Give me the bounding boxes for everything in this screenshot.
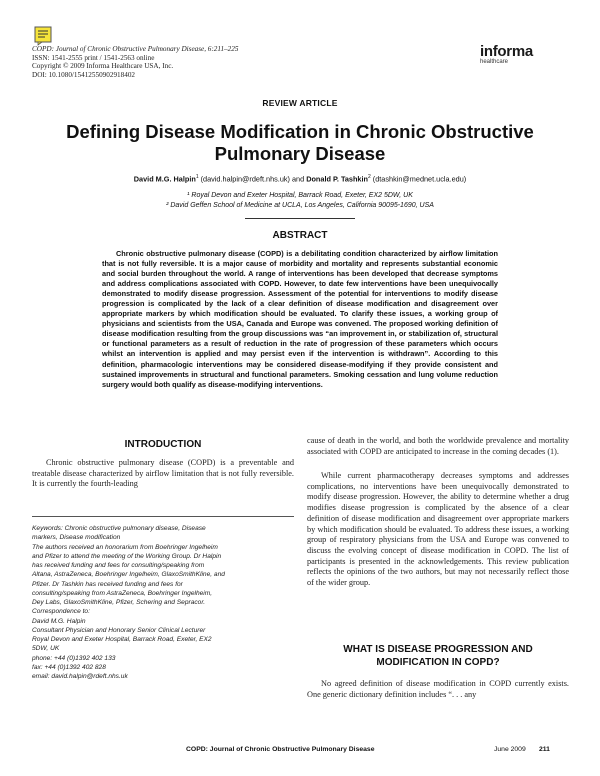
journal-metadata [32, 45, 238, 79]
issn-line: ISSN: 1541-2555 print / 1541-2563 online [32, 53, 155, 62]
abstract-heading: ABSTRACT [272, 230, 328, 241]
article-type: REVIEW ARTICLE [262, 98, 338, 108]
footnote-line: David M.G. Halpin [32, 617, 86, 625]
author-2-affil-mark: 2 [367, 174, 371, 180]
footnote-line: Pfizer. Dr Tashkin has received funding and fees for [32, 580, 183, 588]
title-line-1: Defining Disease Modification in Chronic Obstructive [66, 121, 534, 142]
title-divider [245, 218, 355, 219]
footnote-line: The authors received an honorarium from Boehringer Ingelheim [32, 543, 218, 551]
page-number: 211 [539, 746, 550, 753]
author-1-email: (david.halpin@rdeft.nhs.uk) and [198, 174, 307, 184]
footnote-line: phone: +44 (0)1392 402 133 [32, 654, 116, 662]
footnote-line: email: david.halpin@rdeft.nhs.uk [32, 673, 128, 680]
journal-citation: COPD: Journal of Chronic Obstructive Pulmonary Disease, 6:211–225 [32, 45, 239, 53]
right-column-paragraph-1: cause of death in the world, and both the worldwide prevalence and mortality associated with COPD are anticipated to increase in the coming decades (1). [307, 436, 569, 456]
footnote-line: Consultant Physician and Honorary Senior Clinical Lecturer [32, 626, 206, 634]
sticky-note-icon[interactable] [34, 26, 54, 46]
abstract-text: Chronic obstructive pulmonary disease (COPD) is a debilitating condition characterized by airflow limitation that is not fully reversible. It is a major cause of morbidity and mortality and represents substantial economic and social burden throughout the world. A range of interventions has been developed that decrease symptoms and address complications associated with COPD. However, to date few interventions have been unequivocally demonstrated to modify disease progression. Assessment of the potential for interventions to modify disease progression is complicated by the lack of a clear definition of disease modification and disagreement over appropriate markers by which modification should be evaluated. To clarify these issues, a working group of physicians and scientists from the USA, Canada and Europe was convened. The proposed working definition of disease modification resulting from the group discussions was “an improvement in, or stabilization of, structural or functional parameters as a result of reduction in the rate of progression of these parameters which occurs whilst an intervention is applied and may persist even if the intervention is withdrawn”. According to this definition, pharmacologic interventions may be considered disease-modifying if they provide consistent and sustained improvements in structural and functional parameters. Smoking cessation and lung volume reduction surgery would both qualify as disease-modifying interventions. [102, 249, 498, 389]
footnote-line: consulting/speaking from AstraZeneca, Boehringer Ingelheim, [32, 589, 213, 597]
footnote-block [32, 524, 294, 681]
footnote-line: markers, Disease modification [32, 534, 121, 542]
footnote-line: Royal Devon and Exeter Hospital, Barrack Road, Exeter, EX2 [32, 636, 212, 643]
footnote-line: Correspondence to: [32, 608, 90, 616]
logo-wordmark: informa [480, 43, 533, 60]
author-2-name: Donald P. Tashkin [306, 174, 368, 184]
author-2-email: (dtashkin@mednet.ucla.edu) [370, 174, 467, 184]
copyright-line: Copyright © 2009 Informa Healthcare USA, Inc. [32, 62, 174, 71]
footnote-line: 5DW, UK [32, 645, 60, 653]
footer-date: June 2009 [494, 746, 526, 753]
footnote-line: Keywords: Chronic obstructive pulmonary disease, Disease [32, 525, 206, 532]
author-line [0, 174, 600, 183]
title-line-2: Pulmonary Disease [214, 143, 386, 164]
heading-line-2: MODIFICATION IN COPD? [376, 657, 500, 668]
author-1-affil-mark: 1 [195, 174, 199, 180]
footnote-line: Altana, AstraZeneca, Boehringer Ingelheim, GlaxoSmithKline, and [32, 571, 225, 579]
article-title [40, 121, 560, 165]
disease-progression-heading [307, 643, 569, 669]
footnote-line: fax: +44 (0)1392 402 828 [32, 663, 106, 671]
footnote-divider [32, 516, 294, 517]
introduction-heading: INTRODUCTION [124, 439, 202, 450]
footer-journal-name: COPD: Journal of Chronic Obstructive Pulmonary Disease [186, 746, 375, 753]
footnote-line: has received funding and fees for consulting/speaking from [32, 562, 205, 569]
heading-line-1: WHAT IS DISEASE PROGRESSION AND [343, 644, 533, 655]
right-column-paragraph-2: While current pharmacotherapy decreases symptoms and addresses complications, no interventions have been unequivocally demonstrated to modify disease progression. However, the ability to determine whether a drug modifies disease progression is complicated by the absence of a clear definition of disease modification and disagreement over appropriate markers by which modification should be evaluated. To address these issues, a working group of respiratory physicians from the USA and Europe was convened to discuss the evolving concept of disease modification in COPD. The list of participants is presented in the acknowledgements. This review publication reflects the opinions of the two authors, but may not necessarily reflect those of the wider group. [307, 471, 569, 588]
publisher-logo [480, 44, 533, 66]
affiliation-1: ¹ Royal Devon and Exeter Hospital, Barrack Road, Exeter, EX2 5DW, UK [187, 192, 413, 199]
logo-subtitle: healthcare [480, 59, 509, 65]
introduction-paragraph: Chronic obstructive pulmonary disease (COPD) is a preventable and treatable disease characterized by airflow limitation that is not fully reversible. It is currently the fourth-leading [32, 458, 294, 489]
doi-line: DOI: 10.1080/15412550902918402 [32, 70, 136, 79]
footnote-line: and Pfizer to attend the meeting of the Working Group. Dr Halpin [32, 552, 222, 560]
footnote-line: Dey Labs, GlaxoSmithKline, Pfizer, Schering and Sepracor. [32, 599, 206, 606]
affiliation-2: ² David Geffen School of Medicine at UCLA, Los Angeles, California 90095-1690, USA [166, 202, 434, 209]
author-1-name: David M.G. Halpin [133, 174, 196, 184]
right-column-paragraph-3: No agreed definition of disease modification in COPD currently exists. One generic dictionary definition includes “. . . any [307, 679, 569, 699]
